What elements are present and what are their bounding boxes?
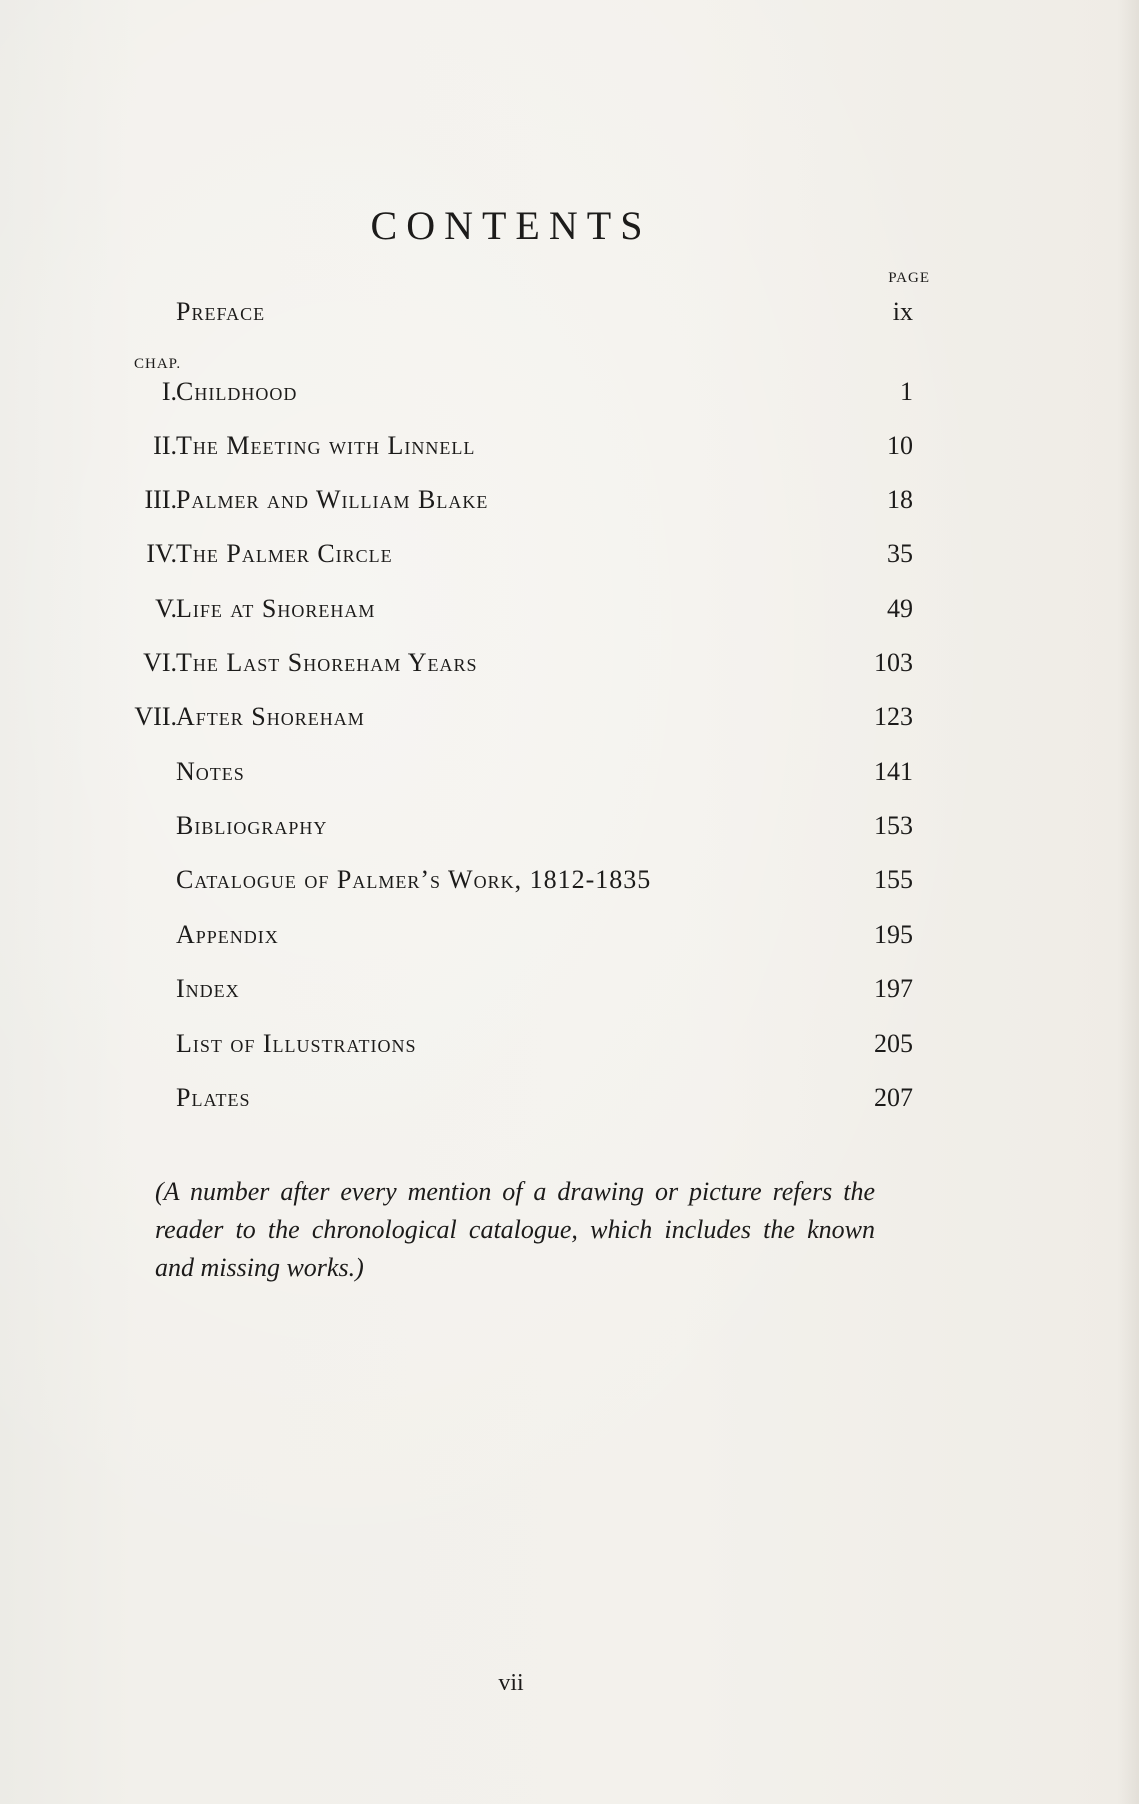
toc-entry-preface[interactable]	[0, 292, 1139, 332]
entry-page: 10	[887, 431, 913, 460]
toc-entry-list-of-illustrations[interactable]	[0, 1024, 1139, 1064]
entry-page: 197	[874, 974, 913, 1003]
entry-page: 18	[887, 485, 913, 514]
chapter-number: VI.	[143, 648, 177, 677]
toc-entry-appendix[interactable]	[0, 915, 1139, 955]
page-number: vii	[498, 1670, 524, 1696]
toc-entry-notes[interactable]	[0, 752, 1139, 792]
toc-entry-chapter[interactable]	[0, 480, 1139, 520]
toc-entry-chapter[interactable]	[0, 697, 1139, 737]
entry-page: ix	[892, 297, 913, 326]
toc-entry-plates[interactable]	[0, 1078, 1139, 1118]
toc-entry-chapter[interactable]	[0, 372, 1139, 412]
entry-label: The Last Shoreham Years	[176, 648, 478, 677]
catalogue-note: (A number after every mention of a drawing or picture refers the reader to the chronological catalogue, which includes the known and missing works.)	[155, 1177, 875, 1282]
entry-label: Catalogue of Palmer’s Work, 1812-1835	[176, 865, 652, 894]
entry-page: 103	[874, 648, 913, 677]
toc-entry-chapter[interactable]	[0, 426, 1139, 466]
entry-label: Childhood	[176, 377, 298, 406]
chapter-number: V.	[155, 594, 177, 623]
entry-label: Palmer and William Blake	[176, 485, 489, 514]
chapter-number: III.	[144, 485, 177, 514]
entry-page: 207	[874, 1083, 913, 1112]
entry-page: 35	[887, 539, 913, 568]
entry-label: Bibliography	[176, 811, 328, 840]
entry-page: 205	[874, 1029, 913, 1058]
entry-page: 195	[874, 920, 913, 949]
page-column-header: PAGE	[888, 270, 930, 286]
page-title: CONTENTS	[370, 203, 652, 248]
entry-label: Notes	[176, 757, 245, 786]
entry-page: 49	[887, 594, 913, 623]
entry-label: Plates	[176, 1083, 251, 1112]
entry-label: Preface	[176, 297, 266, 326]
toc-entry-catalogue[interactable]	[0, 860, 1139, 900]
entry-page: 123	[874, 702, 913, 731]
entry-label: Index	[176, 974, 240, 1003]
toc-entry-bibliography[interactable]	[0, 806, 1139, 846]
entry-page: 1	[900, 377, 913, 406]
entry-label: The Meeting with Linnell	[176, 431, 476, 460]
toc-entry-chapter[interactable]	[0, 643, 1139, 683]
entry-page: 141	[874, 757, 913, 786]
entry-label: After Shoreham	[176, 702, 365, 731]
entry-page: 153	[874, 811, 913, 840]
entry-label: List of Illustrations	[176, 1029, 417, 1058]
entry-label: Appendix	[176, 920, 279, 949]
entry-label: The Palmer Circle	[176, 539, 393, 568]
toc-entry-chapter[interactable]	[0, 534, 1139, 574]
entry-page: 155	[874, 865, 913, 894]
chapter-number: IV.	[146, 539, 177, 568]
chapter-number: II.	[153, 431, 177, 460]
toc-entry-chapter[interactable]	[0, 589, 1139, 629]
toc-entry-index[interactable]	[0, 969, 1139, 1009]
chapter-number: I.	[161, 377, 177, 406]
chapter-column-header: CHAP.	[134, 356, 182, 372]
chapter-number: VII.	[134, 702, 177, 731]
entry-label: Life at Shoreham	[176, 594, 376, 623]
